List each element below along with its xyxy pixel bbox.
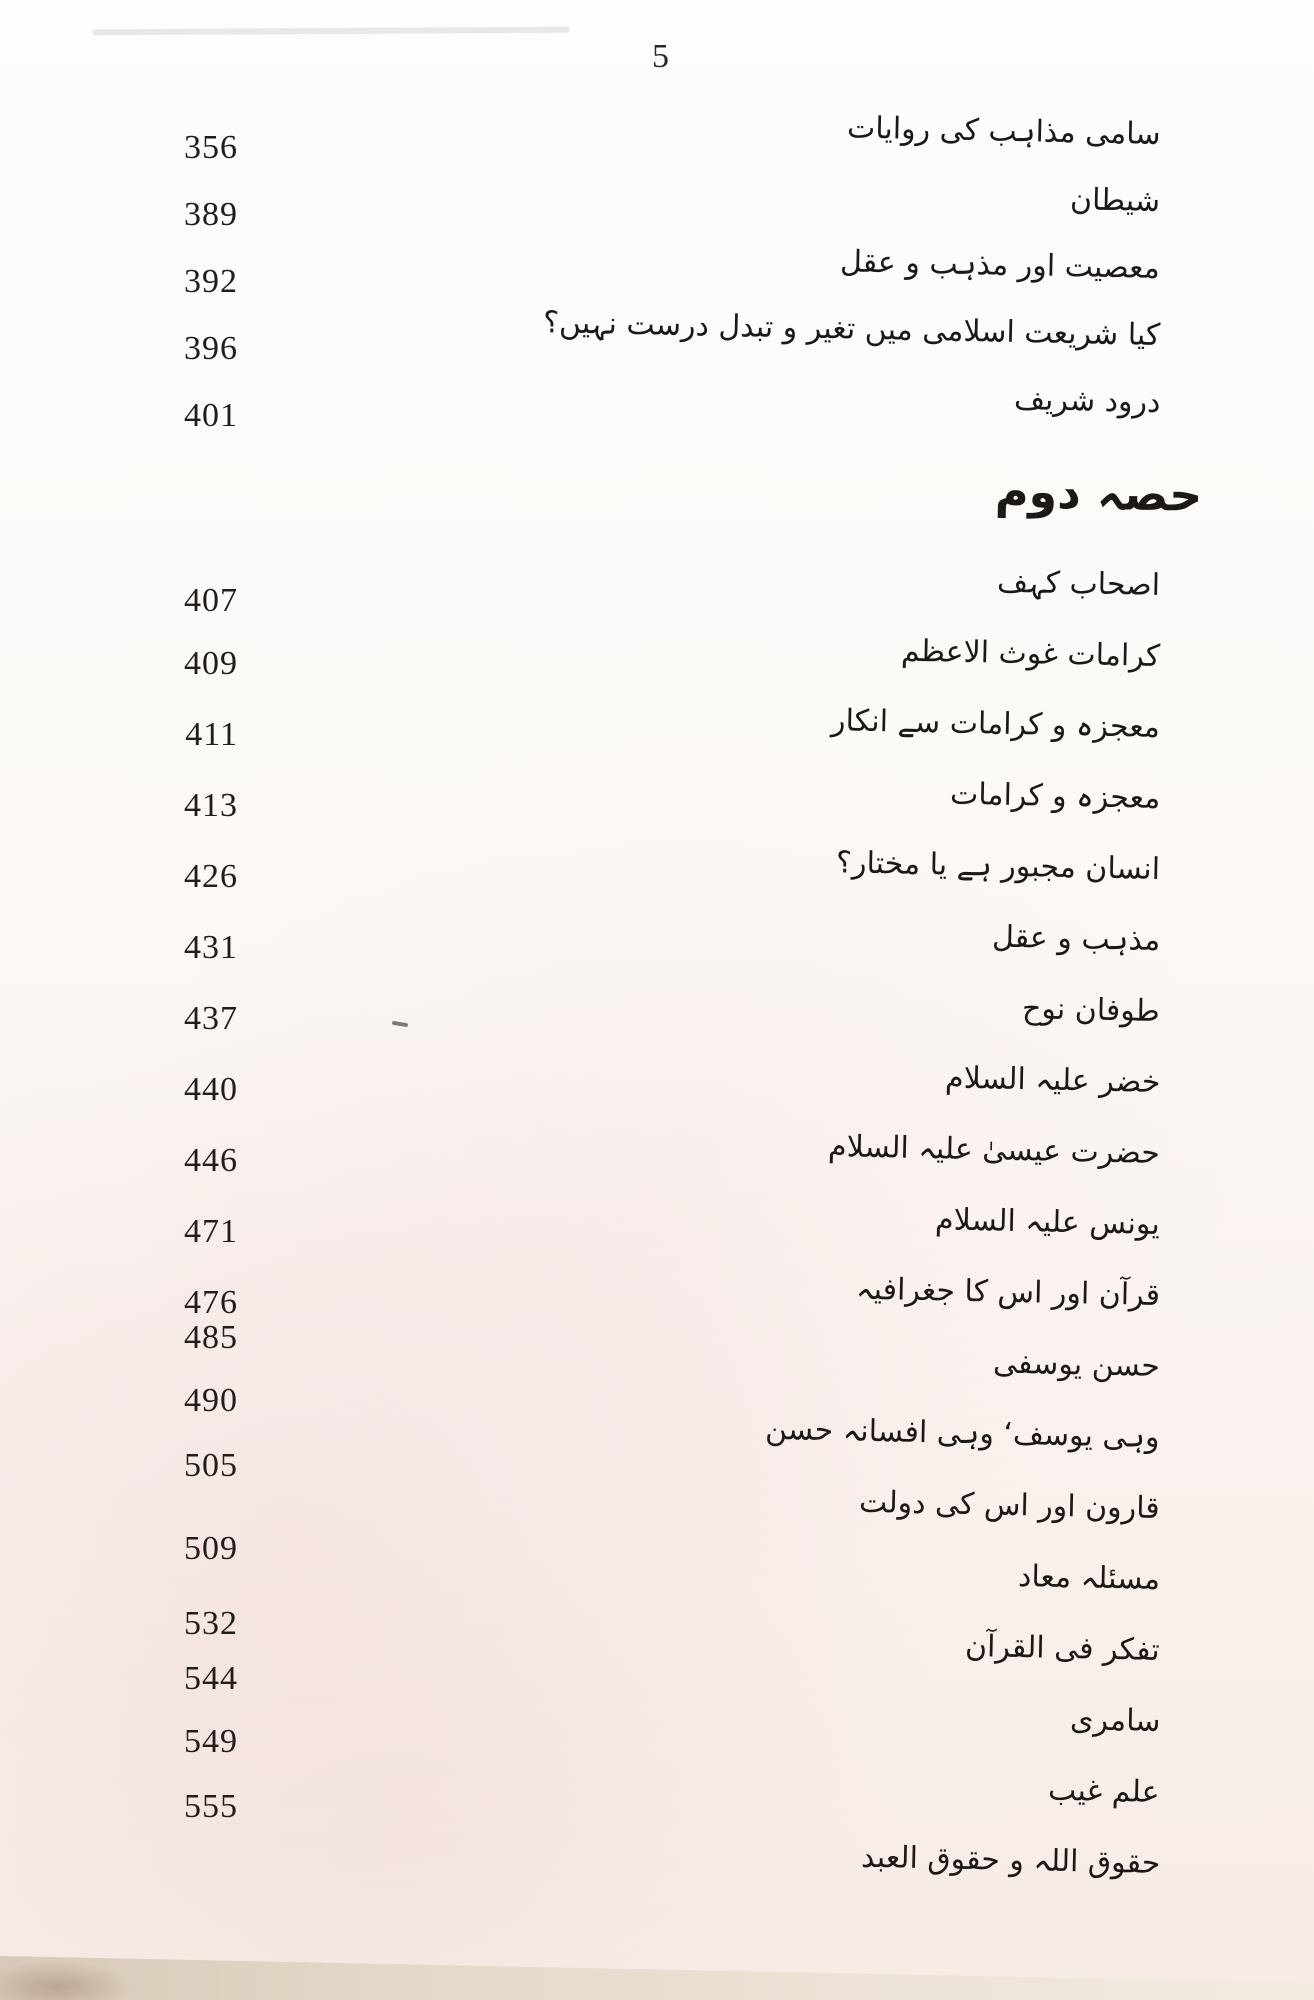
toc-entry-page-number: 544 xyxy=(184,1659,238,1697)
toc-entry xyxy=(118,303,1160,370)
toc-entry-title: یونس علیہ السلام xyxy=(935,1202,1161,1243)
toc-entry-title: خضر علیہ السلام xyxy=(944,1060,1161,1101)
section-heading: حصہ دوم xyxy=(994,463,1203,522)
toc-entry xyxy=(118,1446,1161,1545)
toc-entry-title: تفکر فی القرآن xyxy=(965,1629,1161,1669)
toc-entry xyxy=(118,1381,1161,1474)
toc-entry-page-number: 426 xyxy=(184,857,238,895)
toc-entry xyxy=(118,551,1160,622)
toc-entry-page-number: 509 xyxy=(184,1529,238,1567)
toc-entry-page-number: 440 xyxy=(184,1070,238,1108)
toc-entry xyxy=(118,1722,1161,1829)
toc-entry-title: کرامات غوث الاعظم xyxy=(900,633,1161,675)
toc-entry-page-number: 409 xyxy=(184,644,238,682)
toc-entry-title: حضرت عیسیٰ علیہ السلام xyxy=(827,1129,1161,1172)
page-number: 5 xyxy=(652,38,669,75)
toc-part1-list xyxy=(118,102,1160,437)
toc-entry-title: قرآن اور اس کا جغرافیہ xyxy=(855,1271,1161,1314)
toc-entry-page-number: 407 xyxy=(184,581,238,619)
toc-entry-page-number: 505 xyxy=(184,1446,238,1484)
toc-entry-title: شیطان xyxy=(1069,182,1161,220)
toc-entry xyxy=(118,1529,1161,1616)
toc-entry-title: درود شریف xyxy=(1013,382,1161,421)
toc-entry xyxy=(118,102,1160,169)
toc-entry-page-number: 532 xyxy=(184,1604,238,1642)
toc-entry-page-number: 549 xyxy=(184,1722,238,1760)
toc-entry-title: حقوق اللہ و حقوق العبد xyxy=(860,1839,1161,1882)
scan-edge-band xyxy=(0,1950,1314,2000)
toc-entry xyxy=(118,1261,1160,1332)
toc-entry xyxy=(118,977,1160,1048)
toc-entry xyxy=(118,1659,1161,1758)
toc-entry-page-number: 401 xyxy=(184,396,238,434)
toc-entry-page-number: 485 xyxy=(184,1318,238,1356)
toc-entry xyxy=(118,1119,1160,1190)
toc-entry-page-number: 411 xyxy=(185,715,238,753)
toc-entry xyxy=(118,169,1160,236)
toc-entry-title: انسان مجبور ہے یا مختار؟ xyxy=(835,845,1161,888)
toc-entry xyxy=(118,1190,1160,1261)
toc-entry-title: مذہب و عقل xyxy=(991,919,1161,959)
scan-streak-artifact xyxy=(92,27,570,36)
toc-entry xyxy=(118,370,1160,437)
toc-entry-title: اصحاب کہف xyxy=(996,564,1161,604)
toc-entry-title: معصیت اور مذہب و عقل xyxy=(840,244,1161,287)
toc-entry xyxy=(118,906,1160,977)
corner-smudge-artifact xyxy=(0,1960,132,2000)
toc-entry-page-number: 555 xyxy=(184,1787,238,1825)
toc-entry-page-number: 471 xyxy=(184,1212,238,1250)
toc-entry-title: مسئلہ معاد xyxy=(1017,1559,1161,1598)
toc-entry-page-number: 437 xyxy=(184,999,238,1037)
toc-entry-title: سامری xyxy=(1069,1702,1161,1740)
toc-entry-page-number: 413 xyxy=(184,786,238,824)
toc-entry-page-number: 476 xyxy=(184,1283,238,1321)
toc-entry xyxy=(118,1048,1160,1119)
toc-entry-title: سامی مذاہب کی روایات xyxy=(846,110,1161,153)
toc-entry-page-number: 490 xyxy=(184,1381,238,1419)
toc-entry xyxy=(118,693,1160,764)
toc-entry-page-number: 356 xyxy=(184,128,238,166)
toc-entry xyxy=(118,236,1160,303)
toc-part2-list xyxy=(118,551,1160,1900)
toc-entry-title: معجزہ و کرامات xyxy=(949,776,1161,817)
toc-entry-title: طوفان نوح xyxy=(1022,991,1161,1030)
toc-entry xyxy=(118,764,1160,835)
toc-entry-title: قارون اور اس کی دولت xyxy=(859,1484,1161,1527)
toc-entry xyxy=(118,1318,1161,1403)
toc-entry-title: معجزہ و کرامات سے انکار xyxy=(830,703,1161,746)
toc-entry-page-number: 446 xyxy=(184,1141,238,1179)
toc-entry-title: علم غیب xyxy=(1048,1772,1161,1811)
toc-entry-title: حسن یوسفی xyxy=(992,1345,1161,1385)
toc-entry-title: وہی یوسف‘ وہی افسانہ حسن xyxy=(765,1411,1161,1456)
toc-entry xyxy=(118,622,1160,693)
toc-entry-page-number: 389 xyxy=(184,195,238,233)
toc-entry-page-number: 396 xyxy=(184,329,238,367)
toc-entry-page-number: 392 xyxy=(184,262,238,300)
toc-entry xyxy=(118,835,1160,906)
toc-entry xyxy=(118,1604,1161,1687)
toc-entry-page-number: 431 xyxy=(184,928,238,966)
toc-entry-title: کیا شریعت اسلامی میں تغیر و تبدل درست نہیں؟ xyxy=(542,305,1161,354)
